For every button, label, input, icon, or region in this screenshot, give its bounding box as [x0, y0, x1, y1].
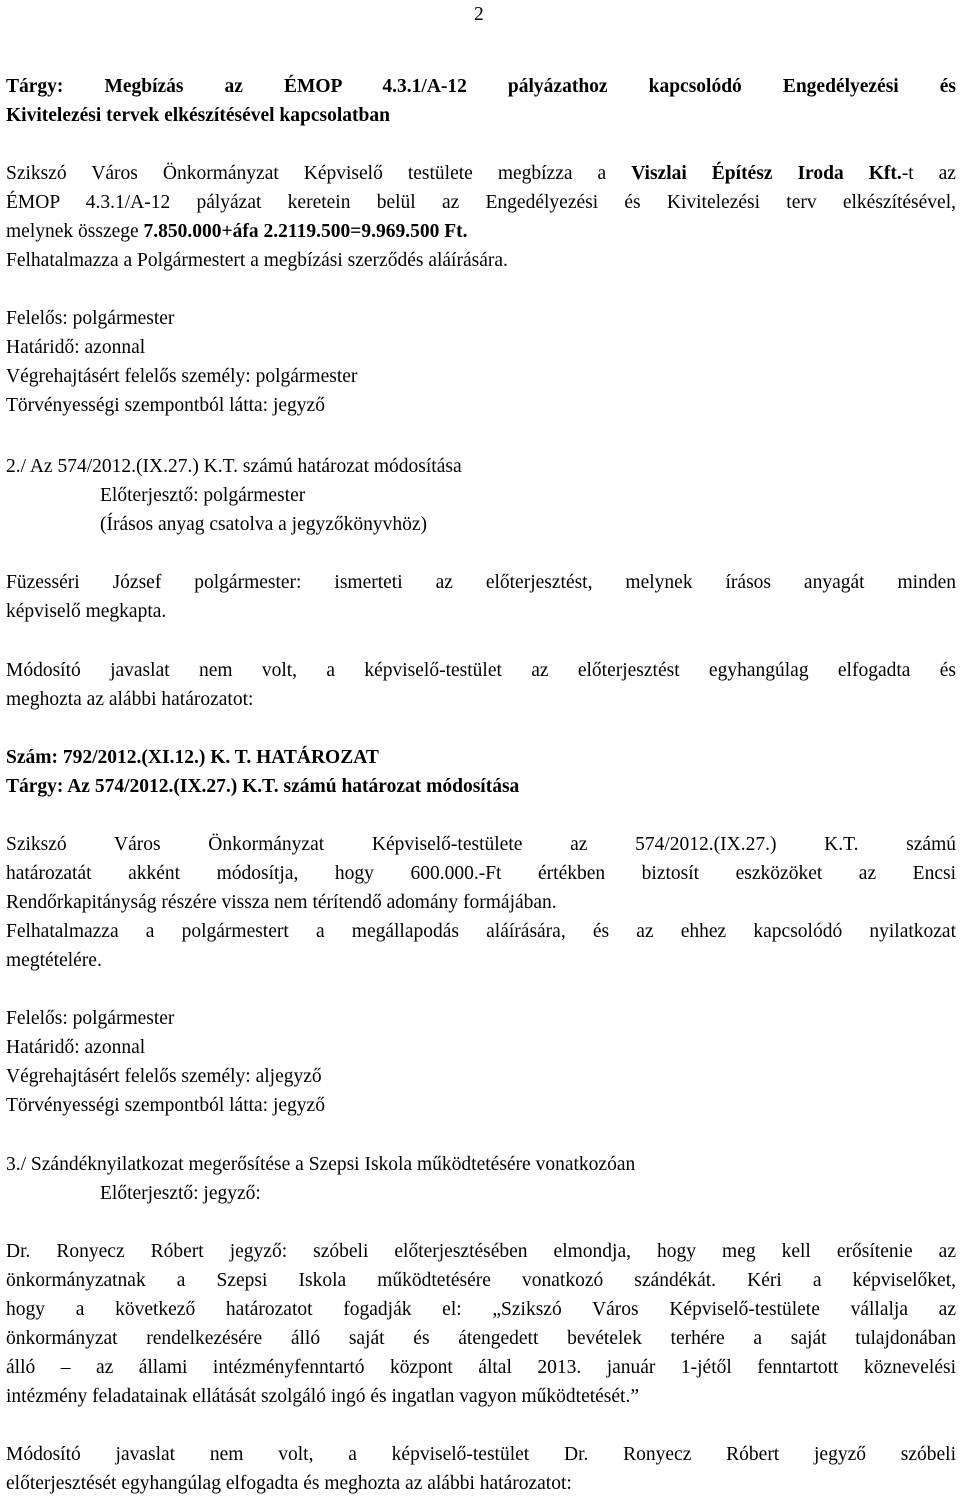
paragraph-line: Szikszó Város Önkormányzat Képviselő-testülete az 574/2012.(IX.27.) K.T. számú	[6, 834, 956, 855]
decision-body	[6, 830, 956, 975]
paragraph-line: Felhatalmazza a Polgármestert a megbízási szerződés aláírására.	[6, 250, 508, 271]
paragraph-line: intézmény feladatainak ellátását szolgáló ingó és ingatlan vagyon működtetését.”	[6, 1386, 639, 1407]
paragraph-line: hogy a következő határozatot fogadják el: „Szikszó Város Képviselő-testülete vállalja az	[6, 1299, 956, 1320]
paragraph-line: előterjesztését egyhangúlag elfogadta és meghozta az alábbi határozatot:	[6, 1473, 572, 1494]
agenda-heading: 3./ Szándéknyilatkozat megerősítése a Szepsi Iskola működtetésére vonatkozóan	[6, 1154, 636, 1175]
paragraph-line: Rendőrkapitányság részére vissza nem térítendő adomány formájában.	[6, 892, 557, 913]
vote-paragraph	[6, 656, 956, 714]
decision-subject: Tárgy: Az 574/2012.(IX.27.) K.T. számú határozat módosítása	[6, 776, 520, 797]
paragraph-line: önkormányzatnak a Szepsi Iskola működtetésére vonatkozó szándékát. Kéri a képviselőket,	[6, 1270, 956, 1291]
legality-line: Törvényességi szempontból látta: jegyző	[6, 1095, 325, 1116]
subject-heading	[6, 72, 956, 130]
responsibility-block	[6, 1004, 956, 1120]
paragraph-line: képviselő megkapta.	[6, 601, 167, 622]
legality-line: Törvényességi szempontból látta: jegyző	[6, 395, 325, 416]
paragraph-line: melynek összege 7.850.000+áfa 2.2119.500=9.969.500 Ft.	[6, 221, 468, 242]
subject-line: Kivitelezési tervek elkészítésével kapcsolatban	[6, 105, 390, 126]
paragraph-line: álló – az állami intézményfenntartó központ által 2013. január 1-jétől fenntartott köznevelési	[6, 1357, 956, 1378]
paragraph-line: Füzesséri József polgármester: ismerteti az előterjesztést, melynek írásos anyagát minden	[6, 572, 956, 593]
executor-line: Végrehajtásért felelős személy: polgármester	[6, 366, 358, 387]
decision-header	[6, 743, 956, 801]
agenda-heading: 2./ Az 574/2012.(IX.27.) K.T. számú határozat módosítása	[6, 456, 462, 477]
paragraph-line: önkormányzat rendelkezésére álló saját és átengedett bevételek terhére a saját tulajdonában	[6, 1328, 956, 1349]
decision-number: Szám: 792/2012.(XI.12.) K. T. HATÁROZAT	[6, 747, 379, 768]
attachment-note: (Írásos anyag csatolva a jegyzőkönyvhöz)	[100, 514, 428, 535]
responsible-line: Felelős: polgármester	[6, 1008, 175, 1029]
vote-paragraph	[6, 1440, 956, 1498]
paragraph-line: Dr. Ronyecz Róbert jegyző: szóbeli előterjesztésében elmondja, hogy meg kell erősítenie az	[6, 1241, 956, 1262]
paragraph-line: Módosító javaslat nem volt, a képviselő-testület az előterjesztést egyhangúlag elfogadta és	[6, 660, 956, 681]
intro-paragraph	[6, 568, 956, 626]
paragraph-line: megtételére.	[6, 950, 102, 971]
agenda-item-3	[6, 1150, 956, 1208]
agenda-item-2	[6, 452, 956, 539]
paragraph-line: Felhatalmazza a polgármestert a megállapodás aláírására, és az ehhez kapcsolódó nyilatkozat	[6, 921, 956, 942]
paragraph-line: Szikszó Város Önkormányzat Képviselő testülete megbízza a Viszlai Építész Iroda Kft.-t az	[6, 163, 956, 184]
presenter-line: Előterjesztő: jegyző:	[100, 1183, 261, 1204]
responsible-line: Felelős: polgármester	[6, 308, 175, 329]
subject-line: Tárgy: Megbízás az ÉMOP 4.3.1/A-12 pályázathoz kapcsolódó Engedélyezési és	[6, 76, 956, 97]
page-number: 2	[474, 4, 484, 25]
paragraph-line: ÉMOP 4.3.1/A-12 pályázat keretein belül az Engedélyezési és Kivitelezési terv elkészítésével,	[6, 192, 956, 213]
paragraph-line: meghozta az alábbi határozatot:	[6, 689, 254, 710]
deadline-line: Határidő: azonnal	[6, 337, 146, 358]
notary-paragraph	[6, 1237, 956, 1411]
presenter-line: Előterjesztő: polgármester	[100, 485, 306, 506]
paragraph-line: határozatát akként módosítja, hogy 600.000.-Ft értékben biztosít eszközöket az Encsi	[6, 863, 956, 884]
deadline-line: Határidő: azonnal	[6, 1037, 146, 1058]
resolution-paragraph	[6, 159, 956, 275]
paragraph-line: Módosító javaslat nem volt, a képviselő-testület Dr. Ronyecz Róbert jegyző szóbeli	[6, 1444, 956, 1465]
executor-line: Végrehajtásért felelős személy: aljegyző	[6, 1066, 322, 1087]
responsibility-block	[6, 304, 956, 420]
